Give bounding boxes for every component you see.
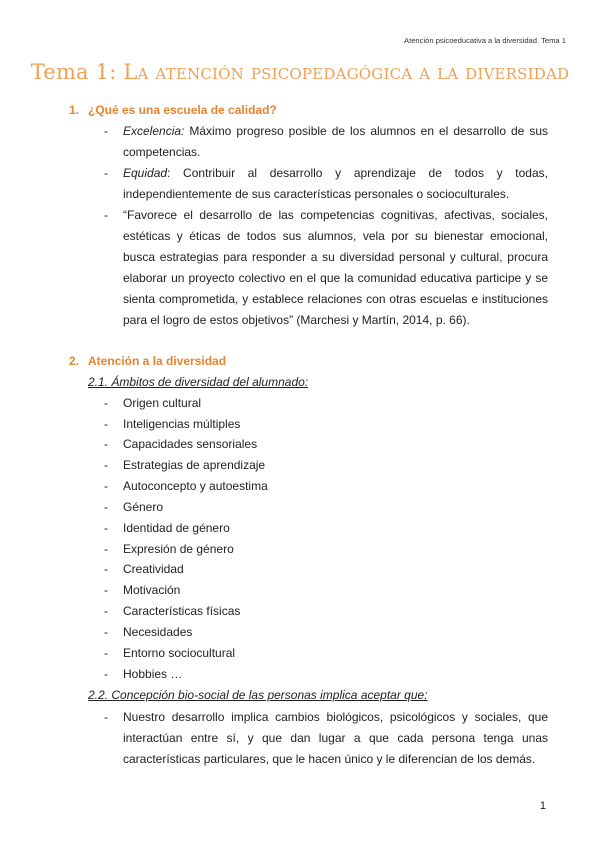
list-item (104, 604, 240, 618)
item-text: Hobbies … (123, 667, 183, 681)
list-item (104, 521, 230, 535)
item-text: Entorno sociocultural (123, 646, 236, 660)
list-item (104, 625, 192, 639)
bullet-dash: - (104, 417, 108, 431)
list-item (104, 542, 234, 556)
bullet-dash: - (104, 208, 108, 222)
list-item (104, 437, 257, 451)
bullet-dash: - (104, 583, 108, 597)
bullet-dash: - (104, 646, 108, 660)
section-2-number: 2. (69, 354, 80, 368)
title-prefix: Tema 1: (30, 60, 117, 84)
list-item (104, 707, 548, 770)
bullet-dash: - (104, 166, 108, 180)
list-item (104, 500, 163, 514)
item-text: Creatividad (123, 562, 184, 576)
list-item (104, 646, 235, 660)
bullet-dash: - (104, 437, 108, 451)
list-item (104, 163, 548, 205)
page-title (0, 60, 600, 84)
bullet-dash: - (104, 479, 108, 493)
bullet-dash: - (104, 604, 108, 618)
subsection-2-1-heading: 2.1. Ámbitos de diversidad del alumnado: (88, 375, 309, 389)
item-text: Inteligencias múltiples (123, 417, 241, 431)
bullet-dash: - (104, 521, 108, 535)
list-item (104, 396, 201, 410)
bullet-dash: - (104, 542, 108, 556)
item-text: Estrategias de aprendizaje (123, 458, 266, 472)
bullet-dash: - (104, 396, 108, 410)
item-text: : Contribuir al desarrollo y aprendizaje de todos y todas, independientemente de sus características personales o socioculturales. (123, 166, 548, 201)
item-text: Identidad de género (123, 521, 230, 535)
title-text: La atención psicopedagógica a la diversidad (123, 60, 570, 84)
subsection-2-2-heading: 2.2. Concepción bio-social de las personas implica aceptar que: (88, 688, 428, 702)
bullet-dash: - (104, 562, 108, 576)
item-text: Motivación (123, 583, 181, 597)
bullet-dash: - (104, 124, 108, 138)
section-1-number: 1. (69, 103, 80, 117)
bullet-dash: - (104, 710, 108, 724)
quote-text: “Favorece el desarrollo de las competencias cognitivas, afectivas, sociales, estéticas y éticas de todos sus alumnos, vela por su bienestar emocional, busca estrategias para responder a su diversidad personal y cultural, procura elaborar un proyecto colectivo en el que la comunidad educativa participe y se sienta comprometida, y establece relaciones con otras escuelas e instituciones para el logro de estos objetivos” (Marchesi y Martín, 2014, p. 66). (123, 208, 548, 327)
list-item (104, 562, 184, 576)
list-item (104, 667, 182, 681)
term-equidad: Equidad (123, 166, 168, 180)
item-text: Necesidades (123, 625, 193, 639)
item-text: Capacidades sensoriales (123, 437, 258, 451)
bullet-dash: - (104, 500, 108, 514)
running-head: Atención psicoeducativa a la diversidad. Tema 1 (404, 36, 566, 45)
item-text: Género (123, 500, 164, 514)
list-item (104, 121, 548, 163)
list-item (104, 458, 265, 472)
item-text: Origen cultural (123, 396, 202, 410)
list-item (104, 479, 268, 493)
item-text: Nuestro desarrollo implica cambios biológicos, psicológicos y sociales, que interactúan entre sí, y que dan lugar a que cada persona tenga unas características particulares, que le hacen único y le diferencian de los demás. (123, 710, 548, 766)
page-number: 1 (539, 800, 546, 812)
list-item (104, 583, 180, 597)
term-excelencia: Excelencia: (123, 124, 185, 138)
item-text: Autoconcepto y autoestima (123, 479, 268, 493)
section-1-heading (69, 103, 277, 117)
section-1-title: ¿Qué es una escuela de calidad? (88, 103, 277, 117)
item-text: Características físicas (123, 604, 241, 618)
section-2-heading (69, 354, 226, 368)
item-text: Máximo progreso posible de los alumnos en el desarrollo de sus competencias. (123, 124, 548, 159)
item-text: Expresión de género (123, 542, 234, 556)
bullet-dash: - (104, 458, 108, 472)
section-2-title: Atención a la diversidad (88, 354, 227, 368)
list-item (104, 205, 548, 331)
list-item (104, 417, 240, 431)
bullet-dash: - (104, 667, 108, 681)
bullet-dash: - (104, 625, 108, 639)
